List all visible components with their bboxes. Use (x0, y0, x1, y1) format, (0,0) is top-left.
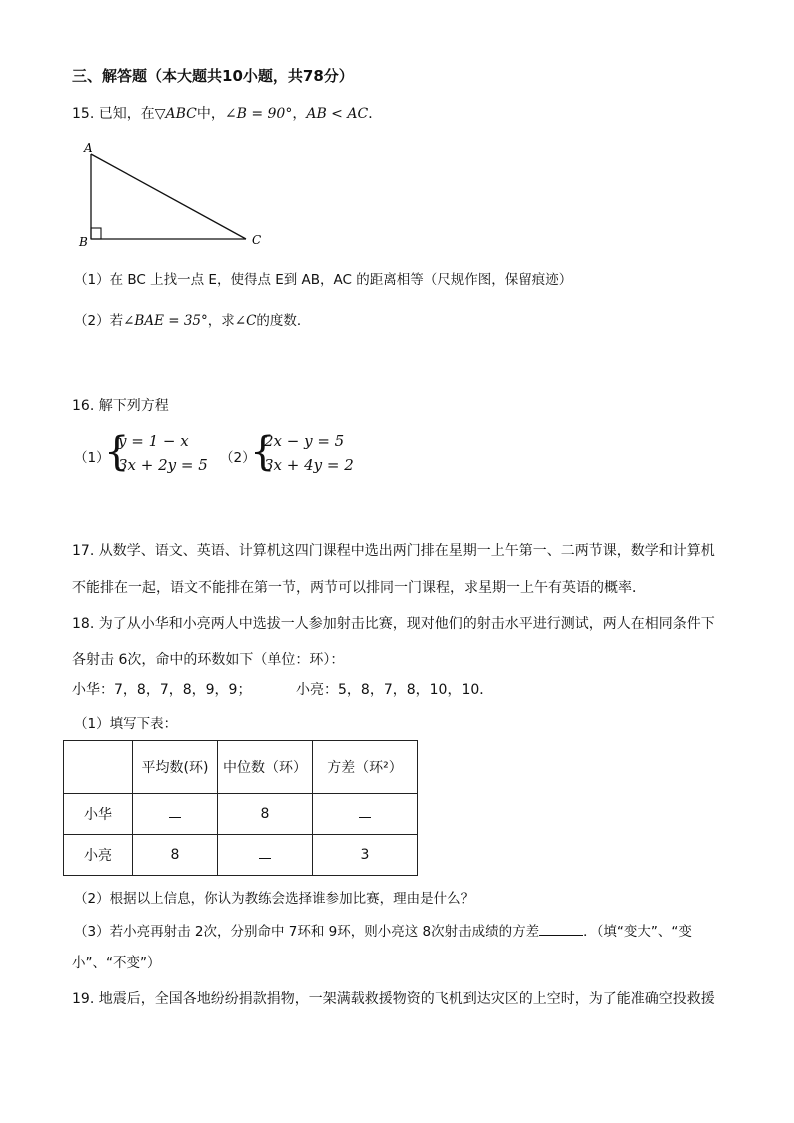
q18-part2: （2）根据以上信息，你认为教练会选择谁参加比赛，理由是什么？ (74, 891, 475, 907)
q15-mid: 中， (196, 106, 225, 122)
q15-condition-angle: ∠B = 90° (224, 106, 293, 122)
q16-sys2-eq2: 3x + 4y = 2 (264, 456, 354, 474)
table-header-row (64, 741, 418, 794)
mean-cell-blank[interactable] (133, 794, 218, 835)
q16-title: 16. 解下列方程 (72, 398, 169, 414)
q18-part1: （1）填写下表： (74, 716, 178, 732)
q18-part3-pre: （3）若小亮再射击 2次，分别命中 7环和 9环，则小亮这 8次射击成绩的方差 (74, 924, 540, 940)
q18-line2: 各射击 6次，命中的环数如下（单位：环）： (72, 652, 345, 668)
q15-part2 (74, 311, 310, 331)
answer-blank (359, 807, 371, 818)
answer-blank (169, 807, 181, 818)
table-row (64, 835, 418, 876)
q18-part3-post: ．（填“变大”、“变 (583, 924, 692, 940)
q19-line1: 19. 地震后，全国各地纷纷捐款捐物，一架满载救援物资的飞机到达灾区的上空时，为了能准确空投救援 (72, 991, 715, 1007)
table-header-cell: 中位数（环） (218, 741, 313, 794)
table-header-cell (64, 741, 133, 794)
q15-part2-angle: ∠BAE = 35° (123, 313, 208, 329)
median-cell-blank[interactable] (218, 835, 313, 876)
side-ac (91, 154, 246, 239)
q15-part2-end: 的度数． (256, 313, 311, 329)
answer-blank (259, 848, 271, 859)
q15-part2-pre: （2）若 (74, 313, 124, 329)
median-cell: 8 (218, 794, 313, 835)
q15-comma: ， (292, 106, 307, 122)
stats-table (63, 740, 418, 876)
section-title: 三、解答题（本大题共10小题，共78分） (72, 67, 354, 85)
q16-label-1: （1） (74, 450, 110, 466)
row-name-cell: 小亮 (64, 835, 133, 876)
variance-cell: 3 (313, 835, 418, 876)
q16-sys2-eq1: 2x − y = 5 (264, 432, 345, 450)
q16-label-2: （2） (220, 450, 256, 466)
vertex-label-c: C (252, 233, 262, 247)
q16-systems (74, 430, 414, 480)
q18-part3-line2: 小”、“不变”） (72, 955, 161, 971)
q15-part1: （1）在 BC 上找一点 E，使得点 E到 AB，AC 的距离相等（尺规作图，保留痕迹） (74, 272, 573, 288)
variance-cell-blank[interactable] (313, 794, 418, 835)
right-angle-mark (91, 228, 101, 239)
q18-line1: 18. 为了从小华和小亮两人中选拔一人参加射击比赛，现对他们的射击水平进行测试，两人在相同条件下 (72, 616, 715, 632)
q15-part2-angle-c: ∠C (234, 313, 257, 329)
vertex-label-b: B (79, 235, 88, 249)
table-header-cell: 平均数(环) (133, 741, 218, 794)
q15-part2-mid: ，求 (207, 313, 235, 329)
q15-prefix: 15. 已知，在 (72, 106, 155, 122)
right-triangle-figure (76, 140, 276, 250)
table-header-cell: 方差（环²） (313, 741, 418, 794)
q15-end: ． (368, 106, 383, 122)
q18-xiaohua-scores: 小华：7，8，7，8，9，9； (72, 682, 252, 698)
table-row (64, 794, 418, 835)
q17-line2: 不能排在一起，语文不能排在第一节，两节可以排同一门课程，求星期一上午有英语的概率． (72, 580, 646, 596)
q16-sys1-eq2: 3x + 2y = 5 (118, 456, 208, 474)
variance-change-blank[interactable] (539, 921, 583, 936)
q18-part3 (74, 921, 692, 942)
q15-statement (72, 104, 382, 124)
q16-brace-1: { (104, 429, 130, 475)
q18-xiaoliang-scores: 小亮：5，8，7，8，10，10． (296, 682, 494, 698)
q15-triangle: ▽ABC (154, 106, 197, 122)
q15-condition-sides: AB < AC (306, 106, 369, 122)
q17-line1: 17. 从数学、语文、英语、计算机这四门课程中选出两门排在星期一上午第一、二两节课，数学和计算机 (72, 543, 715, 559)
row-name-cell: 小华 (64, 794, 133, 835)
mean-cell: 8 (133, 835, 218, 876)
vertex-label-a: A (84, 141, 93, 155)
q16-sys1-eq1: y = 1 − x (118, 432, 189, 450)
q16-brace-2: { (250, 429, 276, 475)
